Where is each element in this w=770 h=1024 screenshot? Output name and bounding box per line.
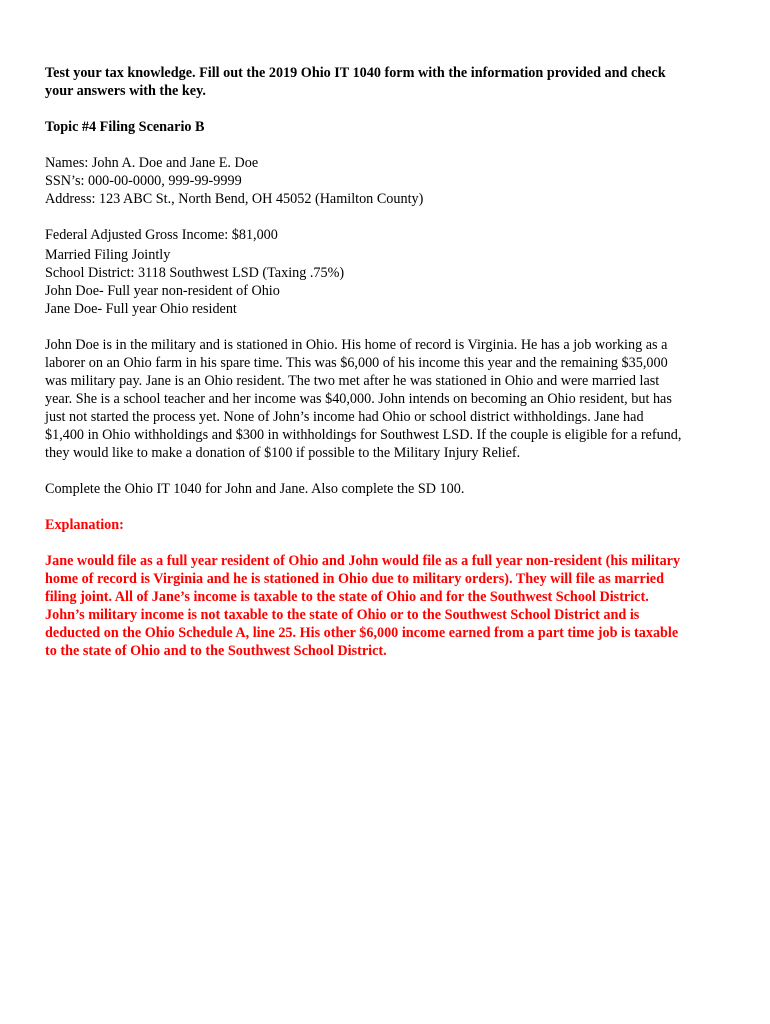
fagi-line: Federal Adjusted Gross Income: $81,000 [45,227,278,243]
address-line: Address: 123 ABC St., North Bend, OH 45052 (Hamilton County) [45,191,424,207]
explanation-heading: Explanation: [45,517,124,533]
scenario-line: just not started the process yet. None of John’s income had Ohio or school district withholdings. Jane had [45,409,644,425]
scenario-line: year. She is a school teacher and her income was $40,000. John intends on becoming an Ohio resident, but has [45,391,672,407]
scenario-line: $1,400 in Ohio withholdings and $300 in withholdings for Southwest LSD. If the couple is eligible for a refund, [45,427,682,443]
topic-heading: Topic #4 Filing Scenario B [45,119,205,135]
explanation-line: filing joint. All of Jane’s income is taxable to the state of Ohio and for the Southwest School District. [45,589,649,605]
explanation-line: John’s military income is not taxable to the state of Ohio or to the Southwest School District and is [45,607,640,623]
john-residency-line: John Doe- Full year non-resident of Ohio [45,283,280,299]
explanation-line: home of record is Virginia and he is stationed in Ohio due to military orders). They will file as married [45,571,664,587]
ssn-line: SSN’s: 000-00-0000, 999-99-9999 [45,173,242,189]
explanation-line: deducted on the Ohio Schedule A, line 25. His other $6,000 income earned from a part time job is taxable [45,625,679,641]
filing-info [45,246,730,318]
jane-residency-line: Jane Doe- Full year Ohio resident [45,301,237,317]
scenario-line: John Doe is in the military and is stationed in Ohio. His home of record is Virginia. He has a job working as a [45,337,668,353]
intro-line: your answers with the key. [45,83,206,99]
intro-paragraph [45,64,730,100]
names-line: Names: John A. Doe and Jane E. Doe [45,155,259,171]
explanation-paragraph [45,552,730,660]
school-district-line: School District: 3118 Southwest LSD (Taxing .75%) [45,265,345,281]
scenario-line: was military pay. Jane is an Ohio resident. The two met after he was stationed in Ohio and were married last [45,373,660,389]
personal-info [45,154,730,208]
intro-line: Test your tax knowledge. Fill out the 2019 Ohio IT 1040 form with the information provided and check [45,65,666,81]
explanation-line: to the state of Ohio and to the Southwest School District. [45,643,387,659]
filing-status-line: Married Filing Jointly [45,247,171,263]
scenario-line: laborer on an Ohio farm in his spare time. This was $6,000 of his income this year and the remaining $35,000 [45,355,668,371]
scenario-line: they would like to make a donation of $100 if possible to the Military Injury Relief. [45,445,521,461]
scenario-paragraph [45,336,730,462]
instruction-line: Complete the Ohio IT 1040 for John and Jane. Also complete the SD 100. [45,481,465,497]
explanation-line: Jane would file as a full year resident of Ohio and John would file as a full year non-resident (his military [45,553,681,569]
